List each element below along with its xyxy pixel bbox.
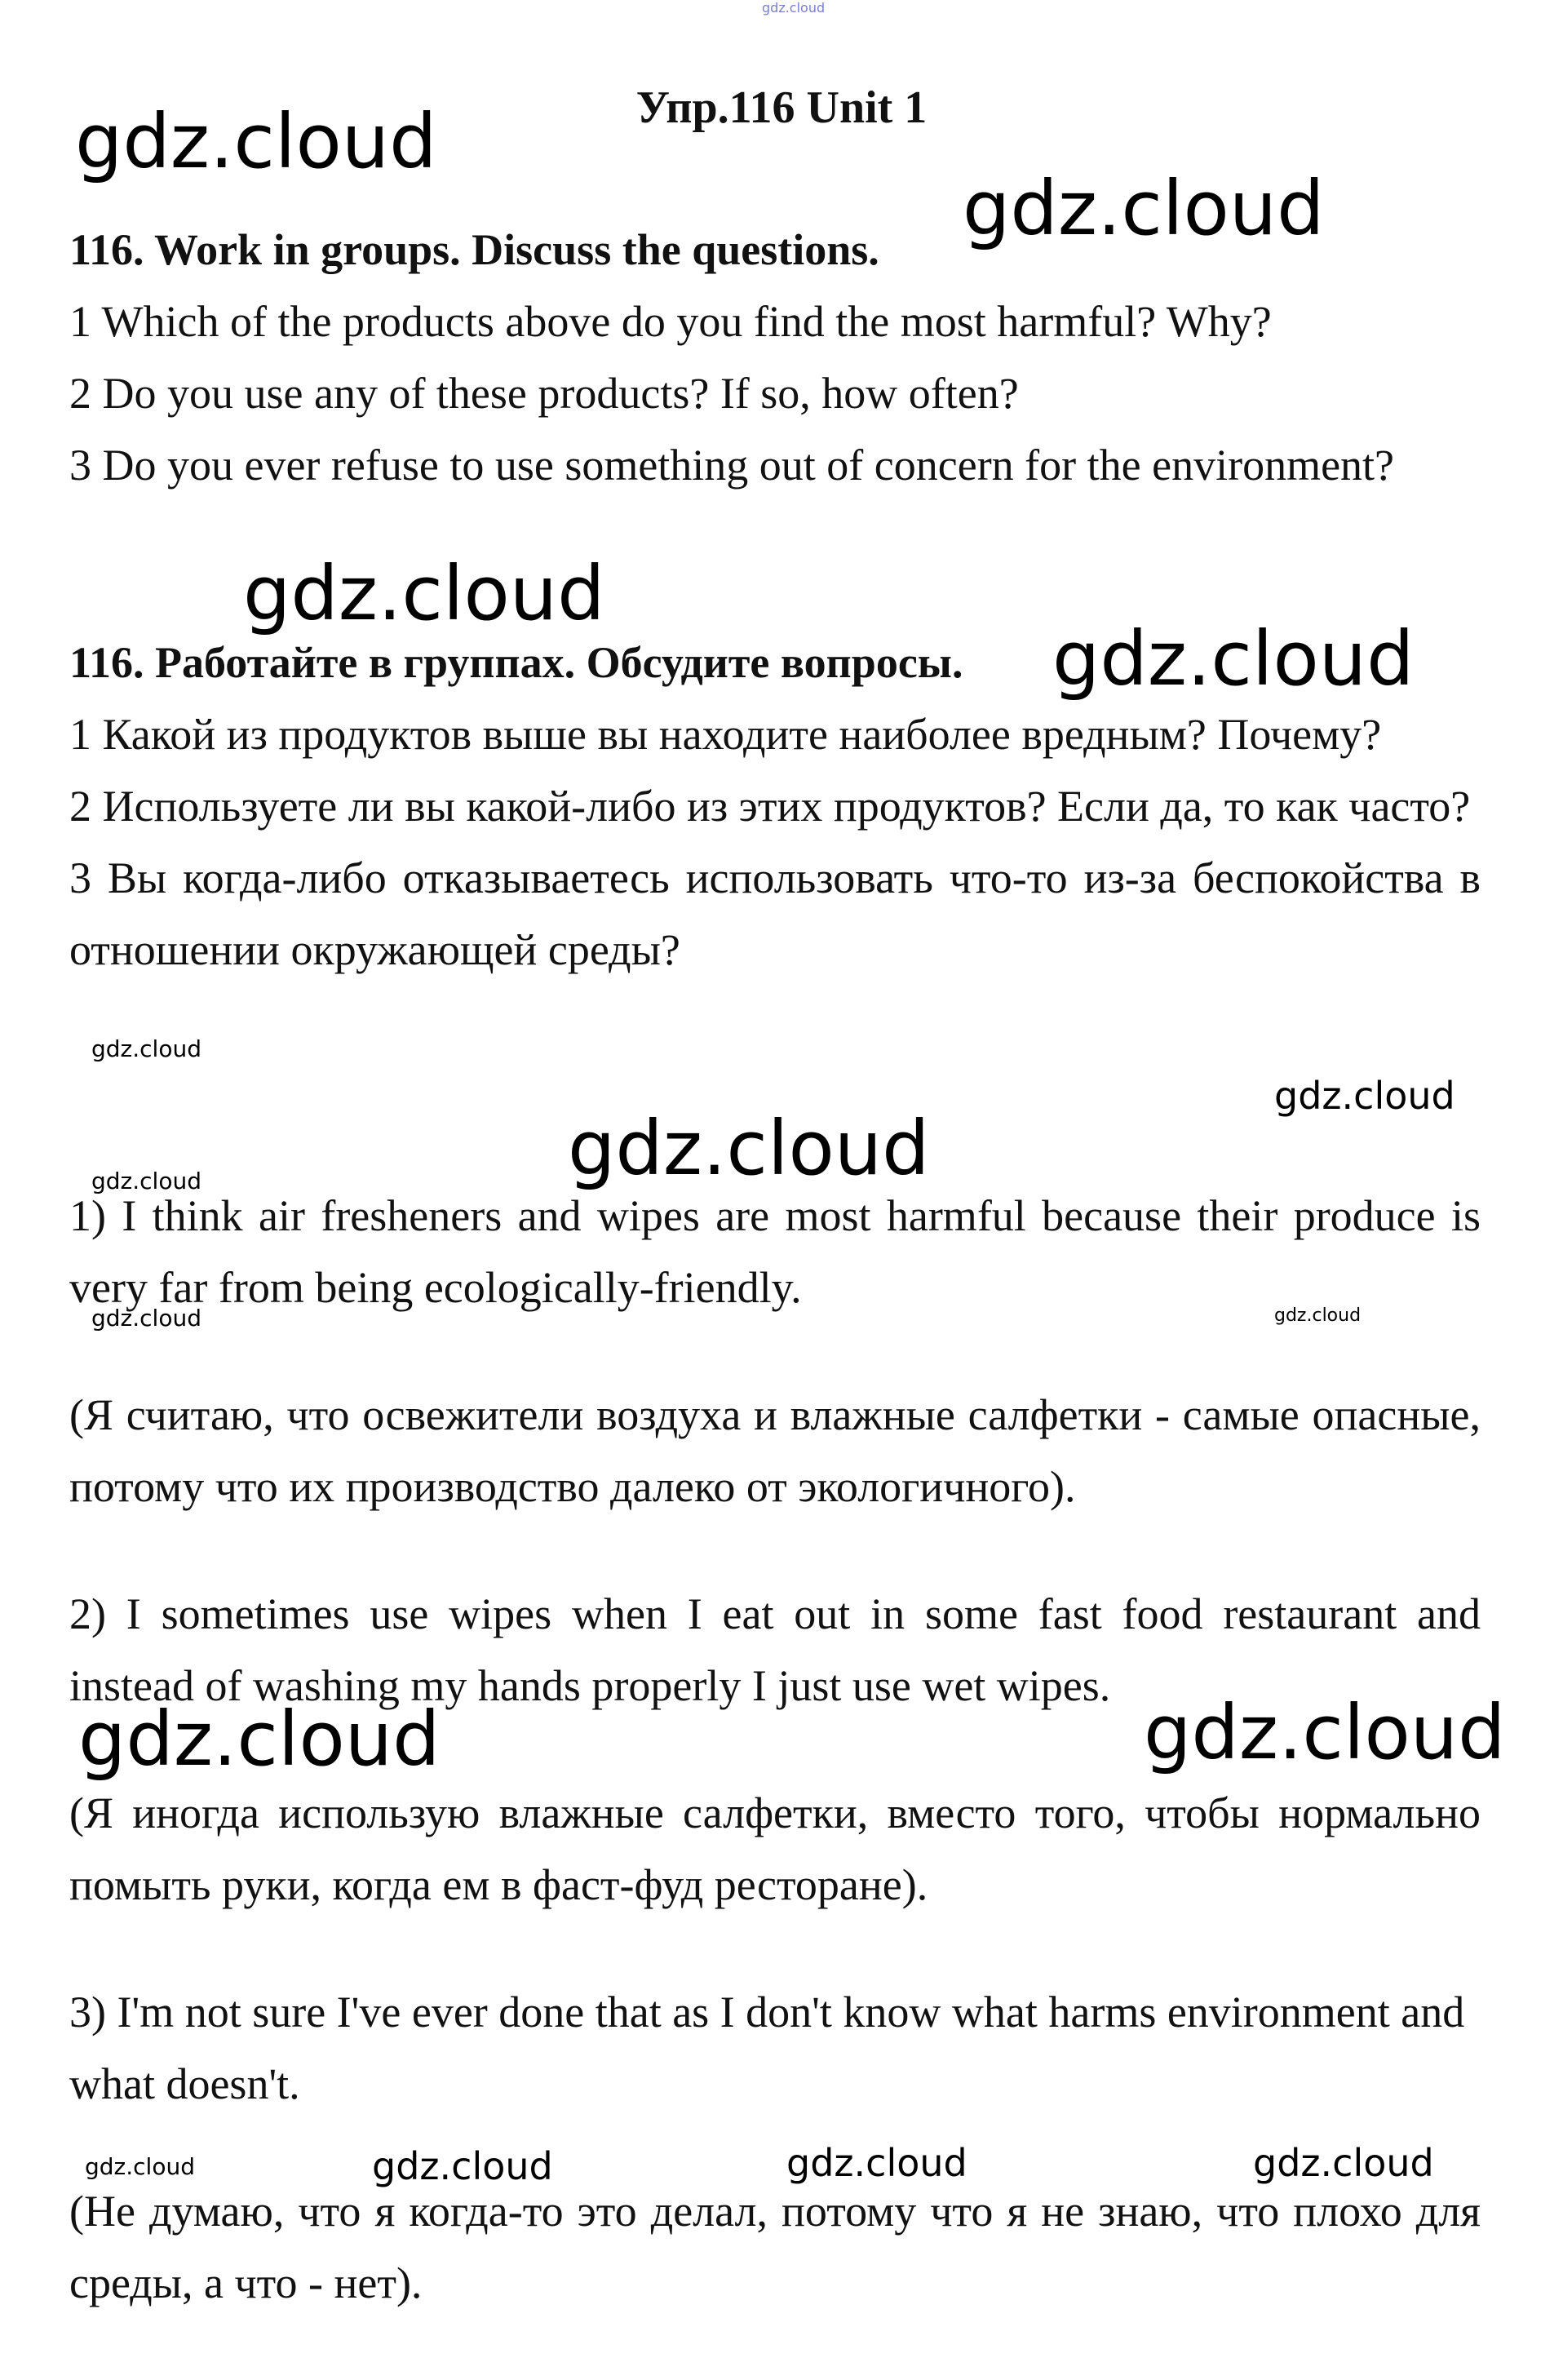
russian-question-1: 1 Какой из продуктов выше вы находите наиболее вредным? Почему? [69, 710, 1382, 759]
watermark: gdz.cloud [1144, 1689, 1506, 1776]
russian-question-2: 2 Используете ли вы какой-либо из этих продуктов? Если да, то как часто? [69, 782, 1471, 831]
page-title: Упр.116 Unit 1 [635, 82, 928, 133]
watermark: gdz.cloud [75, 98, 437, 185]
answer-3-russian: (Не думаю, что я когда-то это делал, потому что я не знаю, что плохо для среды, а что - нет). [69, 2187, 1481, 2307]
english-task [69, 214, 1481, 501]
english-question-1: 1 Which of the products above do you find the most harmful? Why? [69, 297, 1272, 346]
watermark: gdz.cloud [568, 1105, 930, 1192]
answer-3-english: 3) I'm not sure I've ever done that as I don't know what harms environment and what doesn't. [69, 1988, 1465, 2108]
watermark: gdz.cloud [78, 1695, 441, 1783]
english-question-3: 3 Do you ever refuse to use something out of concern for the environment? [69, 441, 1395, 490]
english-question-2: 2 Do you use any of these products? If so, how often? [69, 369, 1019, 418]
answer-1-russian: (Я считаю, что освежители воздуха и влажные салфетки - самые опасные, потому что их производство далеко от экологичного). [69, 1390, 1481, 1511]
watermark: gdz.cloud [762, 0, 826, 16]
watermark: gdz.cloud [85, 2153, 195, 2180]
russian-task-heading: 116. Работайте в группах. Обсудите вопросы. [69, 638, 963, 687]
answer-2-russian: (Я иногда использую влажные салфетки, вместо того, чтобы нормально помыть руки, когда ем в фаст-фуд ресторане). [69, 1788, 1481, 1909]
watermark: gdz.cloud [372, 2144, 553, 2188]
answer-1-english: 1) I think air fresheners and wipes are most harmful because their produce is very far from being ecologically-friendly. [69, 1191, 1481, 1312]
watermark: gdz.cloud [1052, 615, 1415, 702]
watermark: gdz.cloud [963, 165, 1325, 252]
watermark: gdz.cloud [243, 550, 605, 637]
watermark: gdz.cloud [91, 1305, 201, 1332]
english-task-heading: 116. Work in groups. Discuss the questions. [69, 225, 879, 274]
watermark: gdz.cloud [1274, 1074, 1455, 1118]
watermark: gdz.cloud [91, 1035, 201, 1062]
watermark: gdz.cloud [1253, 2141, 1434, 2185]
answer-2-english: 2) I sometimes use wipes when I eat out in some fast food restaurant and instead of washing my hands properly I just use wet wipes. [69, 1589, 1481, 1710]
watermark: gdz.cloud [91, 1168, 201, 1194]
watermark: gdz.cloud [786, 2141, 967, 2185]
watermark: gdz.cloud [1274, 1305, 1362, 1326]
russian-question-3: 3 Вы когда-либо отказываетесь использовать что-то из-за беспокойства в отношении окружающей среды? [69, 853, 1481, 974]
